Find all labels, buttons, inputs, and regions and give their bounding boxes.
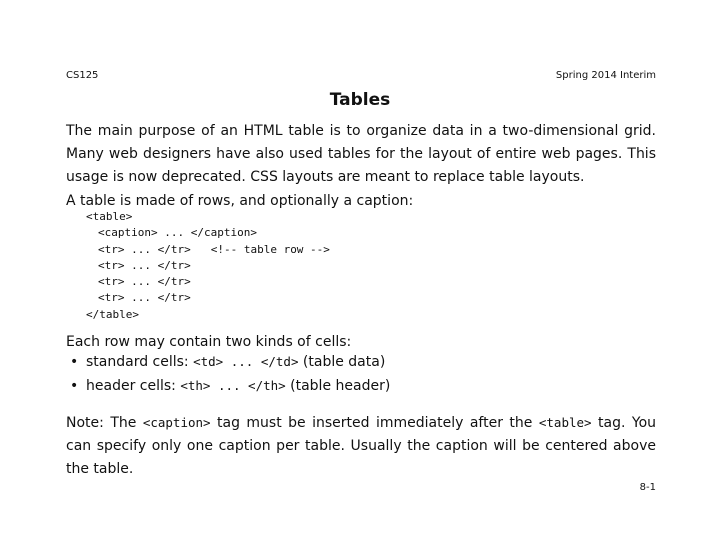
code-line-row-1	[86, 242, 330, 258]
cells-intro: Each row may contain two kinds of cells:	[66, 334, 352, 350]
list-item	[66, 374, 390, 398]
code-line-caption: <caption> ... </caption>	[98, 226, 257, 240]
note-text-a: Note: The	[66, 415, 143, 431]
bullet-tail: (table data)	[298, 354, 386, 370]
page-number: 8-1	[639, 482, 656, 493]
note-text-c: tag. You can specify only one caption per table. Usually the caption will be centered above the table.	[66, 415, 657, 477]
note-paragraph	[66, 411, 656, 481]
cell-types-list	[66, 350, 390, 398]
code-line-row-4: <tr> ... </tr>	[98, 291, 191, 305]
code-line-close-table: </table>	[86, 307, 139, 321]
bullet-icon: •	[70, 354, 79, 370]
code-line-row-2: <tr> ... </tr>	[98, 258, 191, 272]
note-text-b: tag must be inserted immediately after the	[210, 415, 539, 431]
code-row-comment: <!-- table row -->	[210, 242, 330, 256]
note-code-table: <table>	[538, 415, 592, 430]
page-title: Tables	[329, 90, 391, 110]
term-label: Spring 2014 Interim	[555, 70, 656, 81]
code-line-row-3: <tr> ... </tr>	[98, 275, 191, 289]
note-code-caption: <caption>	[142, 415, 211, 430]
code-line-open-table: <table>	[86, 210, 133, 223]
bullet-code: <th> ... </th>	[180, 378, 286, 393]
intro-paragraph: The main purpose of an HTML table is to organize data in a two-dimensional grid. Many web designers have also used tables for the layout of entire web pages. This usage is now deprecated. CSS layouts are meant to replace table layouts.	[66, 123, 656, 185]
list-item	[66, 350, 390, 374]
code-row-1: <tr> ... </tr>	[98, 242, 191, 256]
bullet-tail: (table header)	[285, 378, 391, 394]
bullet-lead: header cells:	[86, 378, 181, 394]
code-block	[86, 209, 330, 323]
bullet-code: <td> ... </td>	[193, 354, 299, 369]
course-label: CS125	[66, 70, 99, 81]
bullet-lead: standard cells:	[86, 354, 194, 370]
bullet-icon: •	[70, 378, 79, 394]
rows-intro: A table is made of rows, and optionally a caption:	[66, 193, 414, 209]
